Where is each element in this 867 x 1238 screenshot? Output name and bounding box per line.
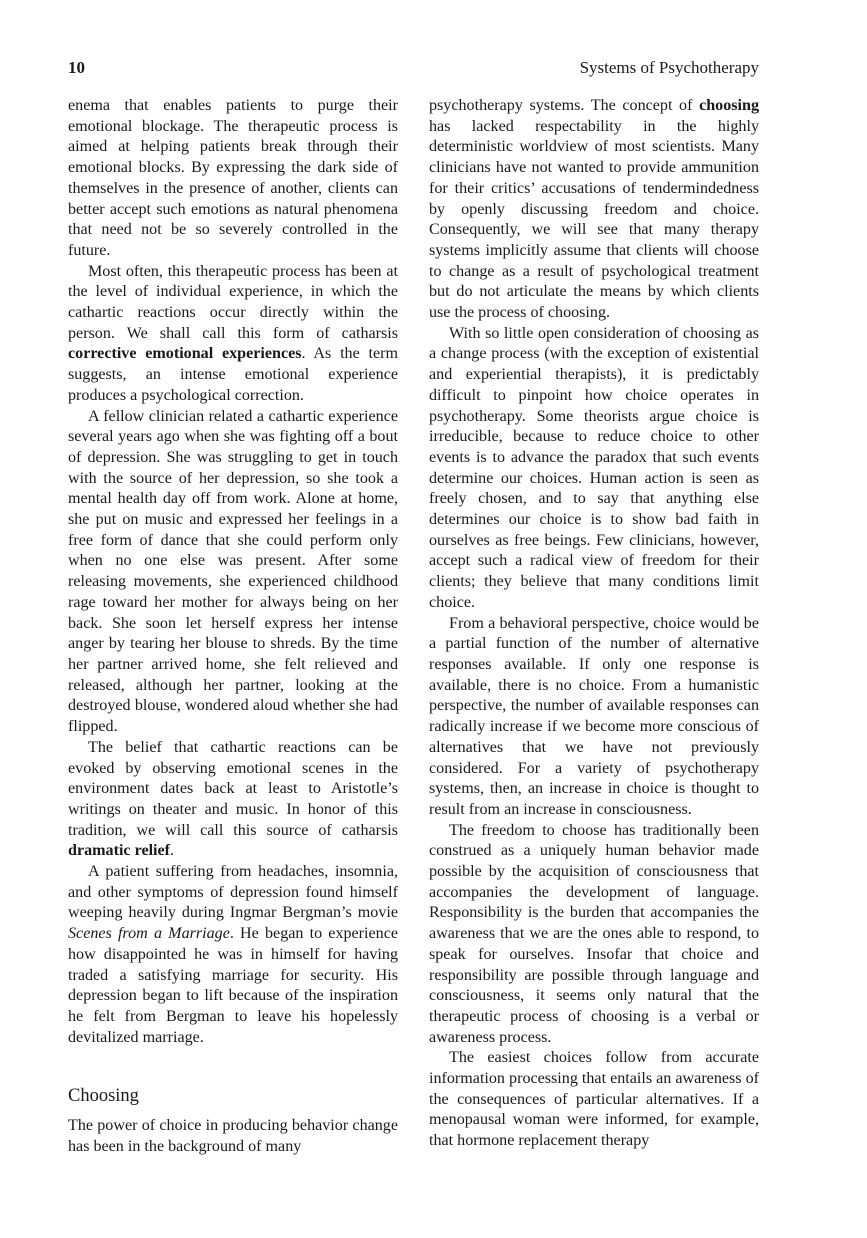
paragraph: A fellow clinician related a cathartic experience several years ago when she was fighting off a bout of depression. She was struggling to get in touch with the source of her depression, so she took a mental health day off from work. Alone at home, she put on music and expressed her feelings in a free form of dance that she could perform only when no one else was present. After some releasing movements, she experienced childhood rage toward her mother for always being on her back. She soon let herself express her intense anger by tearing her blouse to shreds. By the time her partner arrived home, she felt relieved and released, although her partner, looking at the destroyed blouse, wondered aloud whether she had flipped. (68, 407, 398, 736)
right-column (429, 96, 759, 1152)
key-term: corrective emotional experiences (68, 345, 302, 363)
page-header (68, 58, 759, 84)
paragraph: The power of choice in producing behavior change has been in the background of many (68, 1117, 398, 1156)
paragraph: With so little open consideration of choosing as a change process (with the exception of existential and experiential therapists), it is predictably difficult to pinpoint how choice operates in psychotherapy. Some theorists argue choice is irreducible, because to reduce choice to other events is to advance the paradox that such events determine our choices. Human action is seen as freely chosen, and to say that anything else determines our choice is to show bad faith in ourselves as free beings. Few clinicians, however, accept such a radical view of freedom for their clients; they believe that many conditions limit choice. (429, 324, 759, 611)
paragraph: A patient suffering from headaches, insomnia, and other symptoms of depression found himself weeping heavily during Ingmar Bergman’s movie Scenes from a Marriage. He began to experience how disappointed he was in himself for having traded a satisfying marriage for security. His depression began to lift because of the inspiration he felt from Bergman to leave his hopelessly devitalized marriage. (68, 863, 398, 1046)
key-term: dramatic relief (68, 842, 171, 860)
paragraph: The easiest choices follow from accurate information processing that entails an awareness of the consequences of particular alternatives. If a menopausal woman were informed, for example, that hormone replacement therapy (429, 1049, 759, 1150)
paragraph: The belief that cathartic reactions can be evoked by observing emotional scenes in the environment dates back at least to Aristotle’s writings on theater and music. In honor of this tradition, we will call this source of catharsis dramatic relief. (68, 738, 398, 860)
paragraph: Most often, this therapeutic process has been at the level of individual experience, in which the cathartic reactions occur directly within the person. We shall call this form of catharsis corrective emotional experiences. As the term suggests, an intense emotional experience produces a psychological correction. (68, 262, 398, 404)
running-head: Systems of Psychotherapy (579, 58, 759, 77)
paragraph: The freedom to choose has traditionally been construed as a uniquely human behavior made possible by the acquisition of consciousness that accompanies the development of language. Responsibility is the burden that accompanies the awareness that we are the ones able to respond, to speak for ourselves. Insofar that choice and responsibility are possible through language and consciousness, it seems only natural that the therapeutic process of choosing is a verbal or awareness process. (429, 821, 759, 1046)
film-title: Scenes from a Marriage (68, 925, 230, 943)
paragraph: enema that enables patients to purge their emotional blockage. The therapeutic process is aimed at helping patients break through their emotional blocks. By expressing the dark side of themselves in the presence of another, clients can better accept such emotions as natural phenomena that need not be so severely controlled in the future. (68, 97, 398, 259)
page-number: 10 (68, 58, 85, 77)
paragraph: From a behavioral perspective, choice would be a partial function of the number of alternative responses available. If only one response is available, there is no choice. From a humanistic perspective, the number of available responses can radically increase if we become more conscious of alternatives that we have not previously considered. For a variety of psychotherapy systems, then, an increase in choice is thought to result from an increase in consciousness. (429, 614, 759, 818)
key-term: choosing (699, 97, 759, 114)
paragraph: psychotherapy systems. The concept of choosing has lacked respectability in the highly deterministic worldview of most scientists. Many clinicians have not wanted to provide ammunition for their critics’ accusations of tendermindedness by openly discussing freedom and choice. Consequently, we will see that many therapy systems implicitly assume that clients will choose to change as a result of psychological treatment but do not articulate the means by which clients use the process of choosing. (429, 97, 759, 322)
left-column (68, 96, 398, 1158)
section-heading: Choosing (68, 1086, 139, 1107)
